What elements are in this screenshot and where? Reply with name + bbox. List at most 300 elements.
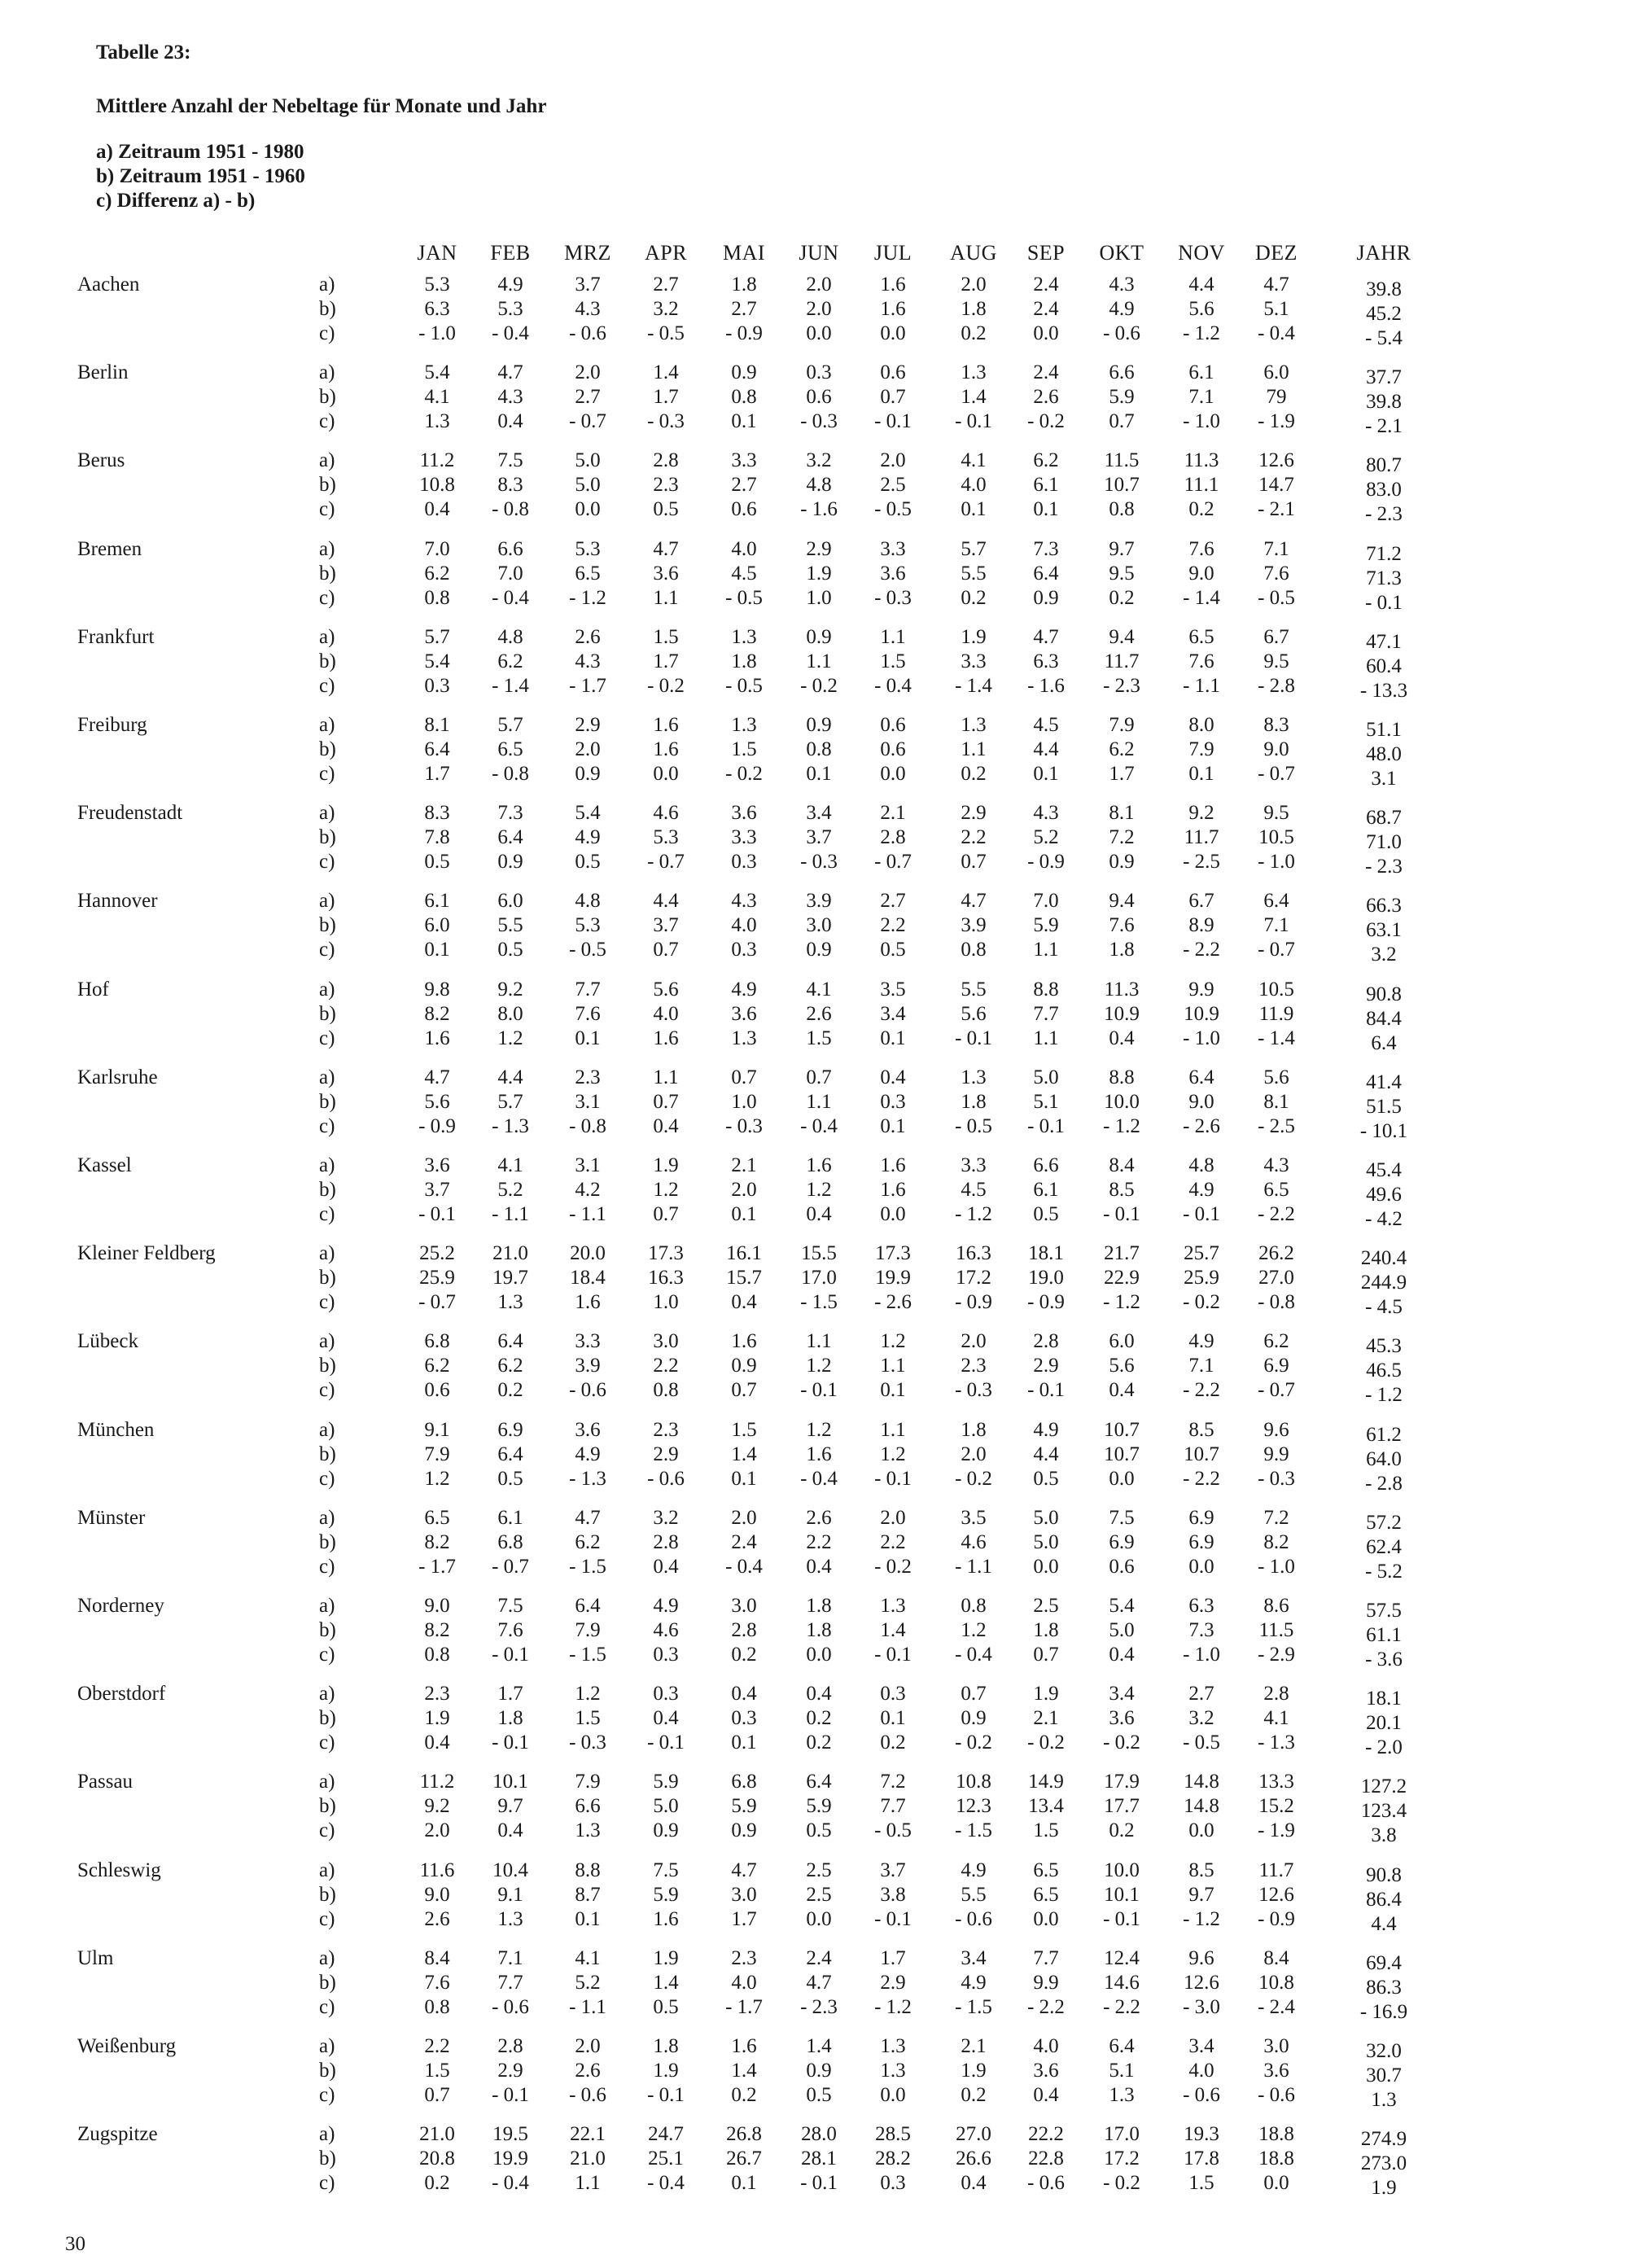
table-cell: - 1.5 <box>569 1644 606 1666</box>
table-row <box>0 714 1628 741</box>
table-row <box>0 1027 1628 1052</box>
table-cell: 1.3 <box>575 1819 601 1842</box>
table-cell: - 1.0 <box>1183 1644 1220 1666</box>
table-cell: - 1.4 <box>492 674 529 697</box>
table-cell: - 0.3 <box>647 410 685 433</box>
table-cell: - 0.2 <box>1103 1732 1140 1754</box>
table-cell: 1.1 <box>653 586 679 609</box>
table-cell: 3.7 <box>880 1859 906 1881</box>
table-cell: 5.4 <box>424 361 450 384</box>
table-cell: 0.4 <box>880 1066 906 1088</box>
table-cell: 0.1 <box>880 1114 906 1137</box>
table-cell: 10.7 <box>1104 1443 1140 1465</box>
table-cell: 17.8 <box>1184 2148 1219 2170</box>
table-cell: 0.7 <box>1033 1644 1059 1666</box>
table-cell: 11.7 <box>1104 650 1140 672</box>
table-cell: 0.4 <box>653 1555 679 1578</box>
table-cell: - 0.6 <box>569 1379 606 1402</box>
station-block <box>0 1595 1628 1683</box>
table-cell: - 2.2 <box>1183 1467 1220 1490</box>
table-cell: 0.7 <box>653 1090 679 1113</box>
table-cell: 1.3 <box>961 1066 987 1088</box>
station-name: Aachen <box>77 274 140 296</box>
table-cell: 63.1 <box>1366 919 1402 942</box>
table-cell: 8.6 <box>1263 1595 1289 1617</box>
table-cell: 6.8 <box>731 1771 757 1793</box>
row-label: a) <box>319 890 335 913</box>
table-cell: 2.0 <box>806 298 832 320</box>
table-cell: 2.6 <box>806 1506 832 1529</box>
table-row <box>0 650 1628 675</box>
table-cell: 7.8 <box>424 826 450 849</box>
table-cell: 0.4 <box>806 1683 832 1705</box>
table-cell: - 1.1 <box>1183 674 1220 697</box>
table-cell: 3.6 <box>424 1154 450 1176</box>
table-cell: 0.8 <box>961 1595 987 1617</box>
table-cell: 13.4 <box>1028 1795 1064 1818</box>
table-cell: 4.3 <box>497 386 523 409</box>
table-cell: 1.9 <box>1033 1683 1059 1705</box>
table-cell: 4.5 <box>731 562 757 585</box>
table-cell: 1.2 <box>806 1355 832 1377</box>
table-cell: - 0.4 <box>955 1644 992 1666</box>
table-cell: 37.7 <box>1366 366 1402 389</box>
table-cell: 0.9 <box>653 1819 679 1842</box>
table-cell: 2.0 <box>961 274 987 296</box>
table-cell: 19.9 <box>492 2148 528 2170</box>
table-cell: - 0.8 <box>1258 1291 1295 1314</box>
table-cell: 3.3 <box>731 826 757 849</box>
row-label: c) <box>319 1467 335 1490</box>
table-cell: 0.2 <box>1109 1819 1135 1842</box>
table-row <box>0 1115 1628 1140</box>
table-cell: 17.3 <box>648 1242 684 1265</box>
table-cell: 2.0 <box>424 1819 450 1842</box>
table-cell: - 4.2 <box>1365 1208 1403 1230</box>
table-cell: 46.5 <box>1366 1359 1402 1382</box>
table-cell: 0.8 <box>1109 498 1135 521</box>
table-cell: 28.0 <box>801 2123 837 2146</box>
table-cell: 7.9 <box>1109 714 1135 736</box>
table-cell: 2.7 <box>880 890 906 913</box>
table-cell: 2.7 <box>731 474 757 497</box>
table-cell: 14.6 <box>1104 1971 1140 1994</box>
station-block <box>0 1419 1628 1507</box>
table-cell: 0.4 <box>1109 1644 1135 1666</box>
table-cell: - 0.2 <box>1027 410 1065 433</box>
table-cell: - 0.5 <box>1258 586 1295 609</box>
row-label: b) <box>319 826 336 849</box>
table-cell: 6.7 <box>1188 890 1214 913</box>
table-cell: 9.4 <box>1109 625 1135 648</box>
table-cell: 2.6 <box>1033 386 1059 409</box>
table-cell: 5.5 <box>961 562 987 585</box>
table-cell: 1.6 <box>806 1443 832 1465</box>
row-label: a) <box>319 361 335 384</box>
row-label: c) <box>319 586 335 609</box>
table-cell: 2.8 <box>731 1619 757 1641</box>
table-cell: - 0.2 <box>955 1732 992 1754</box>
table-cell: 0.7 <box>1109 410 1135 433</box>
table-cell: 8.1 <box>1109 802 1135 825</box>
table-row <box>0 1683 1628 1710</box>
table-cell: 4.9 <box>575 826 601 849</box>
table-cell: 6.8 <box>424 1330 450 1353</box>
table-cell: 1.9 <box>424 1707 450 1730</box>
table-cell: - 1.3 <box>569 1467 606 1490</box>
table-row <box>0 1179 1628 1206</box>
table-cell: 6.5 <box>1263 1179 1289 1201</box>
column-header-nov: NOV <box>1178 241 1225 265</box>
table-cell: 11.7 <box>1184 826 1219 849</box>
table-cell: 9.7 <box>1188 1883 1214 1906</box>
table-cell: 25.9 <box>419 1267 455 1289</box>
table-cell: 4.3 <box>731 890 757 913</box>
table-cell: 0.6 <box>424 1379 450 1402</box>
row-label: c) <box>319 1291 335 1314</box>
table-cell: 16.1 <box>726 1242 762 1265</box>
table-cell: 1.6 <box>731 1330 757 1353</box>
station-block <box>0 979 1628 1066</box>
table-cell: 7.7 <box>1033 1946 1059 1969</box>
table-cell: 0.7 <box>424 2084 450 2106</box>
table-cell: - 0.9 <box>725 322 763 344</box>
table-cell: 4.0 <box>731 537 757 560</box>
table-cell: - 0.6 <box>1103 322 1140 344</box>
table-cell: 5.4 <box>575 802 601 825</box>
table-cell: 10.8 <box>956 1771 991 1793</box>
table-cell: 11.7 <box>1258 1859 1294 1881</box>
table-cell: - 0.9 <box>1027 851 1065 873</box>
table-cell: - 0.1 <box>800 1379 838 1402</box>
table-cell: 4.1 <box>575 1946 601 1969</box>
table-cell: 6.5 <box>424 1506 450 1529</box>
table-cell: - 2.2 <box>1027 1995 1065 2018</box>
station-block <box>0 1771 1628 1859</box>
table-cell: 71.2 <box>1366 542 1402 565</box>
table-row <box>0 1330 1628 1358</box>
table-cell: 1.8 <box>961 1090 987 1113</box>
table-cell: 3.6 <box>880 562 906 585</box>
table-cell: - 0.1 <box>955 1027 992 1049</box>
table-cell: 9.6 <box>1188 1946 1214 1969</box>
station-block <box>0 449 1628 537</box>
table-cell: 0.7 <box>653 939 679 961</box>
station-name: Norderney <box>77 1595 164 1617</box>
table-cell: 9.7 <box>497 1795 523 1818</box>
table-cell: 6.4 <box>1109 2035 1135 2057</box>
table-cell: 27.0 <box>956 2123 991 2146</box>
row-label: b) <box>319 1267 336 1289</box>
table-cell: 7.2 <box>1109 826 1135 849</box>
table-cell: 5.5 <box>961 978 987 1000</box>
row-label: a) <box>319 1242 335 1265</box>
table-cell: 0.7 <box>731 1066 757 1088</box>
column-header-okt: OKT <box>1099 241 1144 265</box>
table-cell: 7.7 <box>497 1971 523 1994</box>
table-row <box>0 1154 1628 1179</box>
table-cell: 10.7 <box>1184 1443 1219 1465</box>
station-name: Freudenstadt <box>77 802 183 825</box>
table-cell: 5.4 <box>424 650 450 672</box>
table-cell: 5.9 <box>731 1795 757 1818</box>
table-row <box>0 1819 1628 1847</box>
table-cell: 0.4 <box>653 1114 679 1137</box>
table-cell: 28.1 <box>801 2148 837 2170</box>
table-cell: 0.0 <box>880 1203 906 1225</box>
table-cell: 6.2 <box>497 650 523 672</box>
table-cell: - 2.1 <box>1365 415 1403 438</box>
table-cell: 1.9 <box>653 2060 679 2082</box>
table-cell: 20.0 <box>570 1242 606 1265</box>
table-cell: 14.8 <box>1184 1795 1219 1818</box>
period-a: a) Zeitraum 1951 - 1980 <box>96 141 304 163</box>
table-cell: - 0.4 <box>800 1467 838 1490</box>
table-cell: 3.3 <box>880 537 906 560</box>
table-cell: 5.9 <box>653 1883 679 1906</box>
table-row <box>0 1467 1628 1495</box>
table-cell: 0.0 <box>1033 1555 1059 1578</box>
table-cell: 1.9 <box>653 1946 679 1969</box>
table-cell: 4.6 <box>653 1619 679 1641</box>
station-block <box>0 802 1628 890</box>
table-cell: 0.4 <box>961 2172 987 2195</box>
row-label: a) <box>319 537 335 560</box>
station-name: Lübeck <box>77 1330 138 1353</box>
table-cell: 8.2 <box>424 1530 450 1553</box>
table-cell: 25.7 <box>1184 1242 1219 1265</box>
table-cell: 1.9 <box>1371 2177 1397 2200</box>
table-cell: 0.7 <box>961 1683 987 1705</box>
table-cell: - 0.8 <box>569 1114 606 1137</box>
table-cell: 6.1 <box>497 1506 523 1529</box>
table-cell: 6.5 <box>575 562 601 585</box>
table-cell: 26.8 <box>726 2123 762 2146</box>
table-cell: 21.0 <box>570 2148 606 2170</box>
row-label: a) <box>319 449 335 472</box>
table-cell: 0.1 <box>880 1379 906 1402</box>
table-cell: - 0.7 <box>1258 1379 1295 1402</box>
table-cell: 0.4 <box>497 1819 523 1842</box>
row-label: c) <box>319 1114 335 1137</box>
table-cell: - 0.1 <box>492 1644 529 1666</box>
table-cell: 10.7 <box>1104 474 1140 497</box>
table-cell: 0.0 <box>880 763 906 785</box>
table-cell: 0.8 <box>961 939 987 961</box>
table-cell: 0.2 <box>497 1379 523 1402</box>
table-cell: 4.4 <box>1033 1443 1059 1465</box>
table-cell: 0.1 <box>575 1907 601 1930</box>
table-cell: 4.3 <box>575 650 601 672</box>
table-cell: 1.8 <box>497 1707 523 1730</box>
table-cell: 0.0 <box>880 322 906 344</box>
table-cell: 5.0 <box>1109 1619 1135 1641</box>
period-b: b) Zeitraum 1951 - 1960 <box>96 165 305 187</box>
table-cell: 8.7 <box>575 1883 601 1906</box>
table-number: Tabelle 23: <box>96 42 191 63</box>
table-cell: 2.3 <box>653 1418 679 1441</box>
table-cell: 61.2 <box>1366 1423 1402 1446</box>
page-number: 30 <box>65 2233 85 2255</box>
row-label: b) <box>319 298 336 320</box>
table-cell: - 0.1 <box>800 2172 838 2195</box>
table-cell: 8.3 <box>1263 714 1289 736</box>
table-cell: 3.6 <box>731 1002 757 1025</box>
table-cell: 3.2 <box>806 449 832 472</box>
table-cell: 0.4 <box>424 1732 450 1754</box>
table-cell: 2.8 <box>1263 1683 1289 1705</box>
table-cell: 14.8 <box>1184 1771 1219 1793</box>
table-cell: 0.6 <box>880 738 906 760</box>
table-cell: 3.9 <box>961 914 987 937</box>
table-cell: 3.4 <box>961 1946 987 1969</box>
table-cell: 9.5 <box>1263 650 1289 672</box>
table-cell: 0.2 <box>731 1644 757 1666</box>
table-cell: 3.0 <box>653 1330 679 1353</box>
table-cell: 3.3 <box>961 1154 987 1176</box>
table-cell: 4.7 <box>961 890 987 913</box>
table-cell: 6.4 <box>1371 1031 1397 1054</box>
table-cell: 6.8 <box>497 1530 523 1553</box>
row-label: c) <box>319 498 335 521</box>
table-cell: 2.5 <box>806 1883 832 1906</box>
table-cell: 2.4 <box>1033 361 1059 384</box>
table-cell: 4.3 <box>1033 802 1059 825</box>
table-cell: 0.1 <box>880 1707 906 1730</box>
table-cell: - 0.1 <box>647 2084 685 2106</box>
table-row <box>0 914 1628 942</box>
table-row <box>0 274 1628 298</box>
table-cell: - 2.2 <box>1183 1379 1220 1402</box>
table-cell: 19.0 <box>1028 1267 1064 1289</box>
station-block <box>0 1242 1628 1330</box>
table-cell: 4.0 <box>961 474 987 497</box>
table-cell: - 1.2 <box>1103 1291 1140 1314</box>
table-cell: 8.9 <box>1188 914 1214 937</box>
table-cell: 0.1 <box>731 2172 757 2195</box>
table-cell: 24.7 <box>648 2123 684 2146</box>
table-cell: 0.9 <box>575 763 601 785</box>
table-cell: 0.2 <box>806 1732 832 1754</box>
table-cell: 1.8 <box>806 1595 832 1617</box>
table-cell: 6.5 <box>1033 1883 1059 1906</box>
table-cell: 1.2 <box>424 1467 450 1490</box>
table-cell: 3.6 <box>1033 2060 1059 2082</box>
table-cell: 1.6 <box>880 298 906 320</box>
row-label: c) <box>319 1819 335 1842</box>
table-cell: 9.8 <box>424 978 450 1000</box>
table-cell: 25.2 <box>419 1242 455 1265</box>
table-cell: 2.8 <box>653 1530 679 1553</box>
table-cell: 2.7 <box>653 274 679 296</box>
table-cell: 0.3 <box>653 1683 679 1705</box>
table-cell: 2.3 <box>653 474 679 497</box>
table-cell: - 1.3 <box>492 1114 529 1137</box>
table-cell: 1.5 <box>806 1027 832 1049</box>
table-cell: - 2.4 <box>1258 1995 1295 2018</box>
table-cell: 2.4 <box>731 1530 757 1553</box>
table-cell: 4.4 <box>1371 1912 1397 1935</box>
table-cell: 1.6 <box>806 1154 832 1176</box>
table-cell: - 0.6 <box>955 1907 992 1930</box>
table-cell: 68.7 <box>1366 807 1402 830</box>
table-cell: 9.0 <box>424 1883 450 1906</box>
table-cell: 3.6 <box>1263 2060 1289 2082</box>
table-cell: 0.9 <box>1033 586 1059 609</box>
table-cell: 1.3 <box>880 2060 906 2082</box>
table-cell: - 0.2 <box>874 1555 912 1578</box>
table-cell: 1.3 <box>1109 2084 1135 2106</box>
table-cell: 60.4 <box>1366 655 1402 677</box>
table-cell: 2.6 <box>575 625 601 648</box>
table-cell: - 0.1 <box>1027 1379 1065 1402</box>
table-cell: 1.6 <box>731 2035 757 2057</box>
table-cell: 7.9 <box>1188 738 1214 760</box>
table-cell: 1.8 <box>961 1418 987 1441</box>
table-cell: 7.1 <box>497 1946 523 1969</box>
table-cell: 4.6 <box>961 1530 987 1553</box>
table-row <box>0 1619 1628 1644</box>
station-block <box>0 714 1628 802</box>
table-cell: 0.2 <box>961 322 987 344</box>
table-cell: 12.4 <box>1104 1946 1140 1969</box>
table-cell: 2.8 <box>497 2035 523 2057</box>
table-cell: 0.5 <box>424 851 450 873</box>
table-cell: 4.7 <box>1033 625 1059 648</box>
column-header-jan: JAN <box>417 241 457 265</box>
table-cell: 27.0 <box>1258 1267 1294 1289</box>
station-block <box>0 538 1628 626</box>
table-cell: - 1.9 <box>1258 1819 1295 1842</box>
table-cell: 6.9 <box>1188 1506 1214 1529</box>
table-cell: 25.9 <box>1184 1267 1219 1289</box>
table-cell: 9.0 <box>1188 1090 1214 1113</box>
table-cell: 0.2 <box>961 763 987 785</box>
table-cell: 6.3 <box>1188 1595 1214 1617</box>
table-cell: 1.6 <box>653 1907 679 1930</box>
table-row <box>0 1996 1628 2021</box>
row-label: b) <box>319 386 336 409</box>
table-cell: 0.3 <box>731 851 757 873</box>
table-cell: 1.1 <box>880 625 906 648</box>
table-cell: 0.6 <box>880 361 906 384</box>
table-cell: 3.4 <box>806 802 832 825</box>
table-cell: 0.9 <box>1109 851 1135 873</box>
table-cell: 5.0 <box>1033 1066 1059 1088</box>
table-cell: 5.3 <box>575 537 601 560</box>
table-cell: 6.4 <box>1033 562 1059 585</box>
station-block <box>0 2123 1628 2211</box>
table-cell: 5.7 <box>424 625 450 648</box>
table-cell: 86.3 <box>1366 1976 1402 1999</box>
table-cell: 2.0 <box>731 1179 757 1201</box>
table-cell: - 0.5 <box>647 322 685 344</box>
table-cell: 57.2 <box>1366 1511 1402 1534</box>
row-label: a) <box>319 1859 335 1881</box>
table-cell: 0.3 <box>731 939 757 961</box>
table-cell: 1.7 <box>880 1946 906 1969</box>
table-cell: 7.1 <box>1188 386 1214 409</box>
table-cell: - 1.5 <box>800 1291 838 1314</box>
table-cell: 17.0 <box>1104 2123 1140 2146</box>
table-cell: 1.6 <box>880 1179 906 1201</box>
table-row <box>0 298 1628 325</box>
table-cell: - 0.3 <box>874 586 912 609</box>
table-cell: - 0.6 <box>647 1467 685 1490</box>
table-cell: - 0.5 <box>569 939 606 961</box>
table-cell: 2.0 <box>961 1443 987 1465</box>
table-cell: 4.1 <box>497 1154 523 1176</box>
